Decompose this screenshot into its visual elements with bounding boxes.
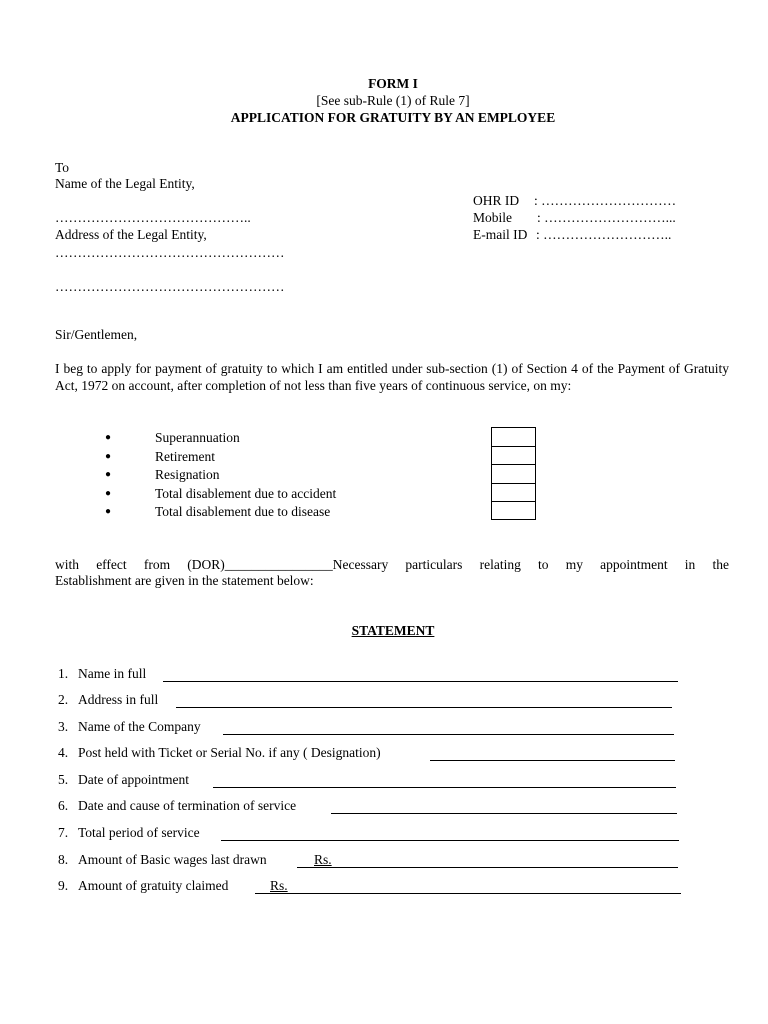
statement-label: Name in full [78, 666, 147, 681]
disablement-disease-checkbox[interactable] [491, 501, 536, 520]
retirement-checkbox[interactable] [491, 446, 536, 465]
entity-address-label: Address of the Legal Entity, [55, 227, 207, 242]
mobile-label: Mobile [473, 210, 512, 225]
statement-row-designation: 4. Post held with Ticket or Serial No. if any ( Designation) [58, 745, 381, 760]
statement-title: STATEMENT [351, 623, 435, 638]
statement-label: Total period of service [78, 825, 200, 840]
statement-row-address: 2. Address in full [58, 692, 159, 707]
statement-label: Amount of gratuity claimed [78, 878, 229, 893]
bullet-icon: ● [105, 450, 112, 462]
bullet-icon: ● [105, 487, 112, 499]
statement-label: Date and cause of termination of service [78, 798, 297, 813]
to-label: To [55, 160, 70, 175]
rs-label: Rs. [314, 852, 332, 867]
effect-paragraph-line1: with effect from (DOR)________________Necessary particulars relating to my appointment in the [55, 557, 729, 572]
statement-row-name: 1. Name in full [58, 666, 147, 681]
rs-label: Rs. [270, 878, 288, 893]
statement-row-termination: 6. Date and cause of termination of service [58, 798, 297, 813]
gratuity-field[interactable] [255, 893, 681, 894]
service-period-field[interactable] [221, 840, 679, 841]
bullet-icon: ● [105, 469, 112, 481]
basic-wages-field[interactable] [297, 867, 678, 868]
appointment-date-field[interactable] [213, 787, 676, 788]
designation-field[interactable] [430, 760, 675, 761]
name-field[interactable] [163, 681, 678, 682]
statement-label: Post held with Ticket or Serial No. if any ( Designation) [78, 745, 381, 760]
termination-field[interactable] [331, 813, 677, 814]
statement-label: Date of appointment [78, 772, 189, 787]
address-field[interactable] [176, 707, 672, 708]
entity-address-blank-2[interactable]: …………………………………………… [55, 279, 285, 294]
entity-name-label: Name of the Legal Entity, [55, 176, 195, 191]
form-title: APPLICATION FOR GRATUITY BY AN EMPLOYEE [230, 110, 556, 125]
superannuation-checkbox[interactable] [491, 427, 536, 446]
statement-row-basic-wages: 8. Amount of Basic wages last drawn [58, 852, 267, 867]
bullet-icon: ● [105, 506, 112, 518]
statement-row-appointment-date: 5. Date of appointment [58, 772, 189, 787]
statement-label: Name of the Company [78, 719, 201, 734]
email-field[interactable]: : ……………………….. [536, 227, 672, 242]
disablement-accident-checkbox[interactable] [491, 483, 536, 502]
application-paragraph: I beg to apply for payment of gratuity to which I am entitled under sub-section (1) of Section 4 of the Payment of Gratuity Act, 1972 on account, after completion of not less than five years of continuous service, on my: [55, 361, 729, 393]
rule-reference: [See sub-Rule (1) of Rule 7] [316, 93, 470, 108]
bullet-icon: ● [105, 432, 112, 443]
email-label: E-mail ID [473, 227, 528, 242]
effect-paragraph-line2: Establishment are given in the statement below: [55, 573, 314, 588]
ohr-id-field[interactable]: : ………………………… [534, 193, 677, 208]
statement-row-service-period: 7. Total period of service [58, 825, 200, 840]
salutation: Sir/Gentlemen, [55, 327, 138, 342]
company-field[interactable] [223, 734, 674, 735]
ohr-id-label: OHR ID [473, 193, 520, 208]
statement-row-company: 3. Name of the Company [58, 719, 201, 734]
mobile-field[interactable]: : ………………………... [537, 210, 676, 225]
entity-name-blank[interactable]: …………………………………….. [55, 210, 251, 225]
form-number: FORM I [368, 76, 418, 91]
reason-checkbox-column [491, 427, 536, 520]
statement-row-gratuity: 9. Amount of gratuity claimed [58, 878, 229, 893]
statement-label: Address in full [78, 692, 159, 707]
entity-address-blank-1[interactable]: …………………………………………… [55, 245, 285, 260]
statement-label: Amount of Basic wages last drawn [78, 852, 267, 867]
resignation-checkbox[interactable] [491, 464, 536, 483]
